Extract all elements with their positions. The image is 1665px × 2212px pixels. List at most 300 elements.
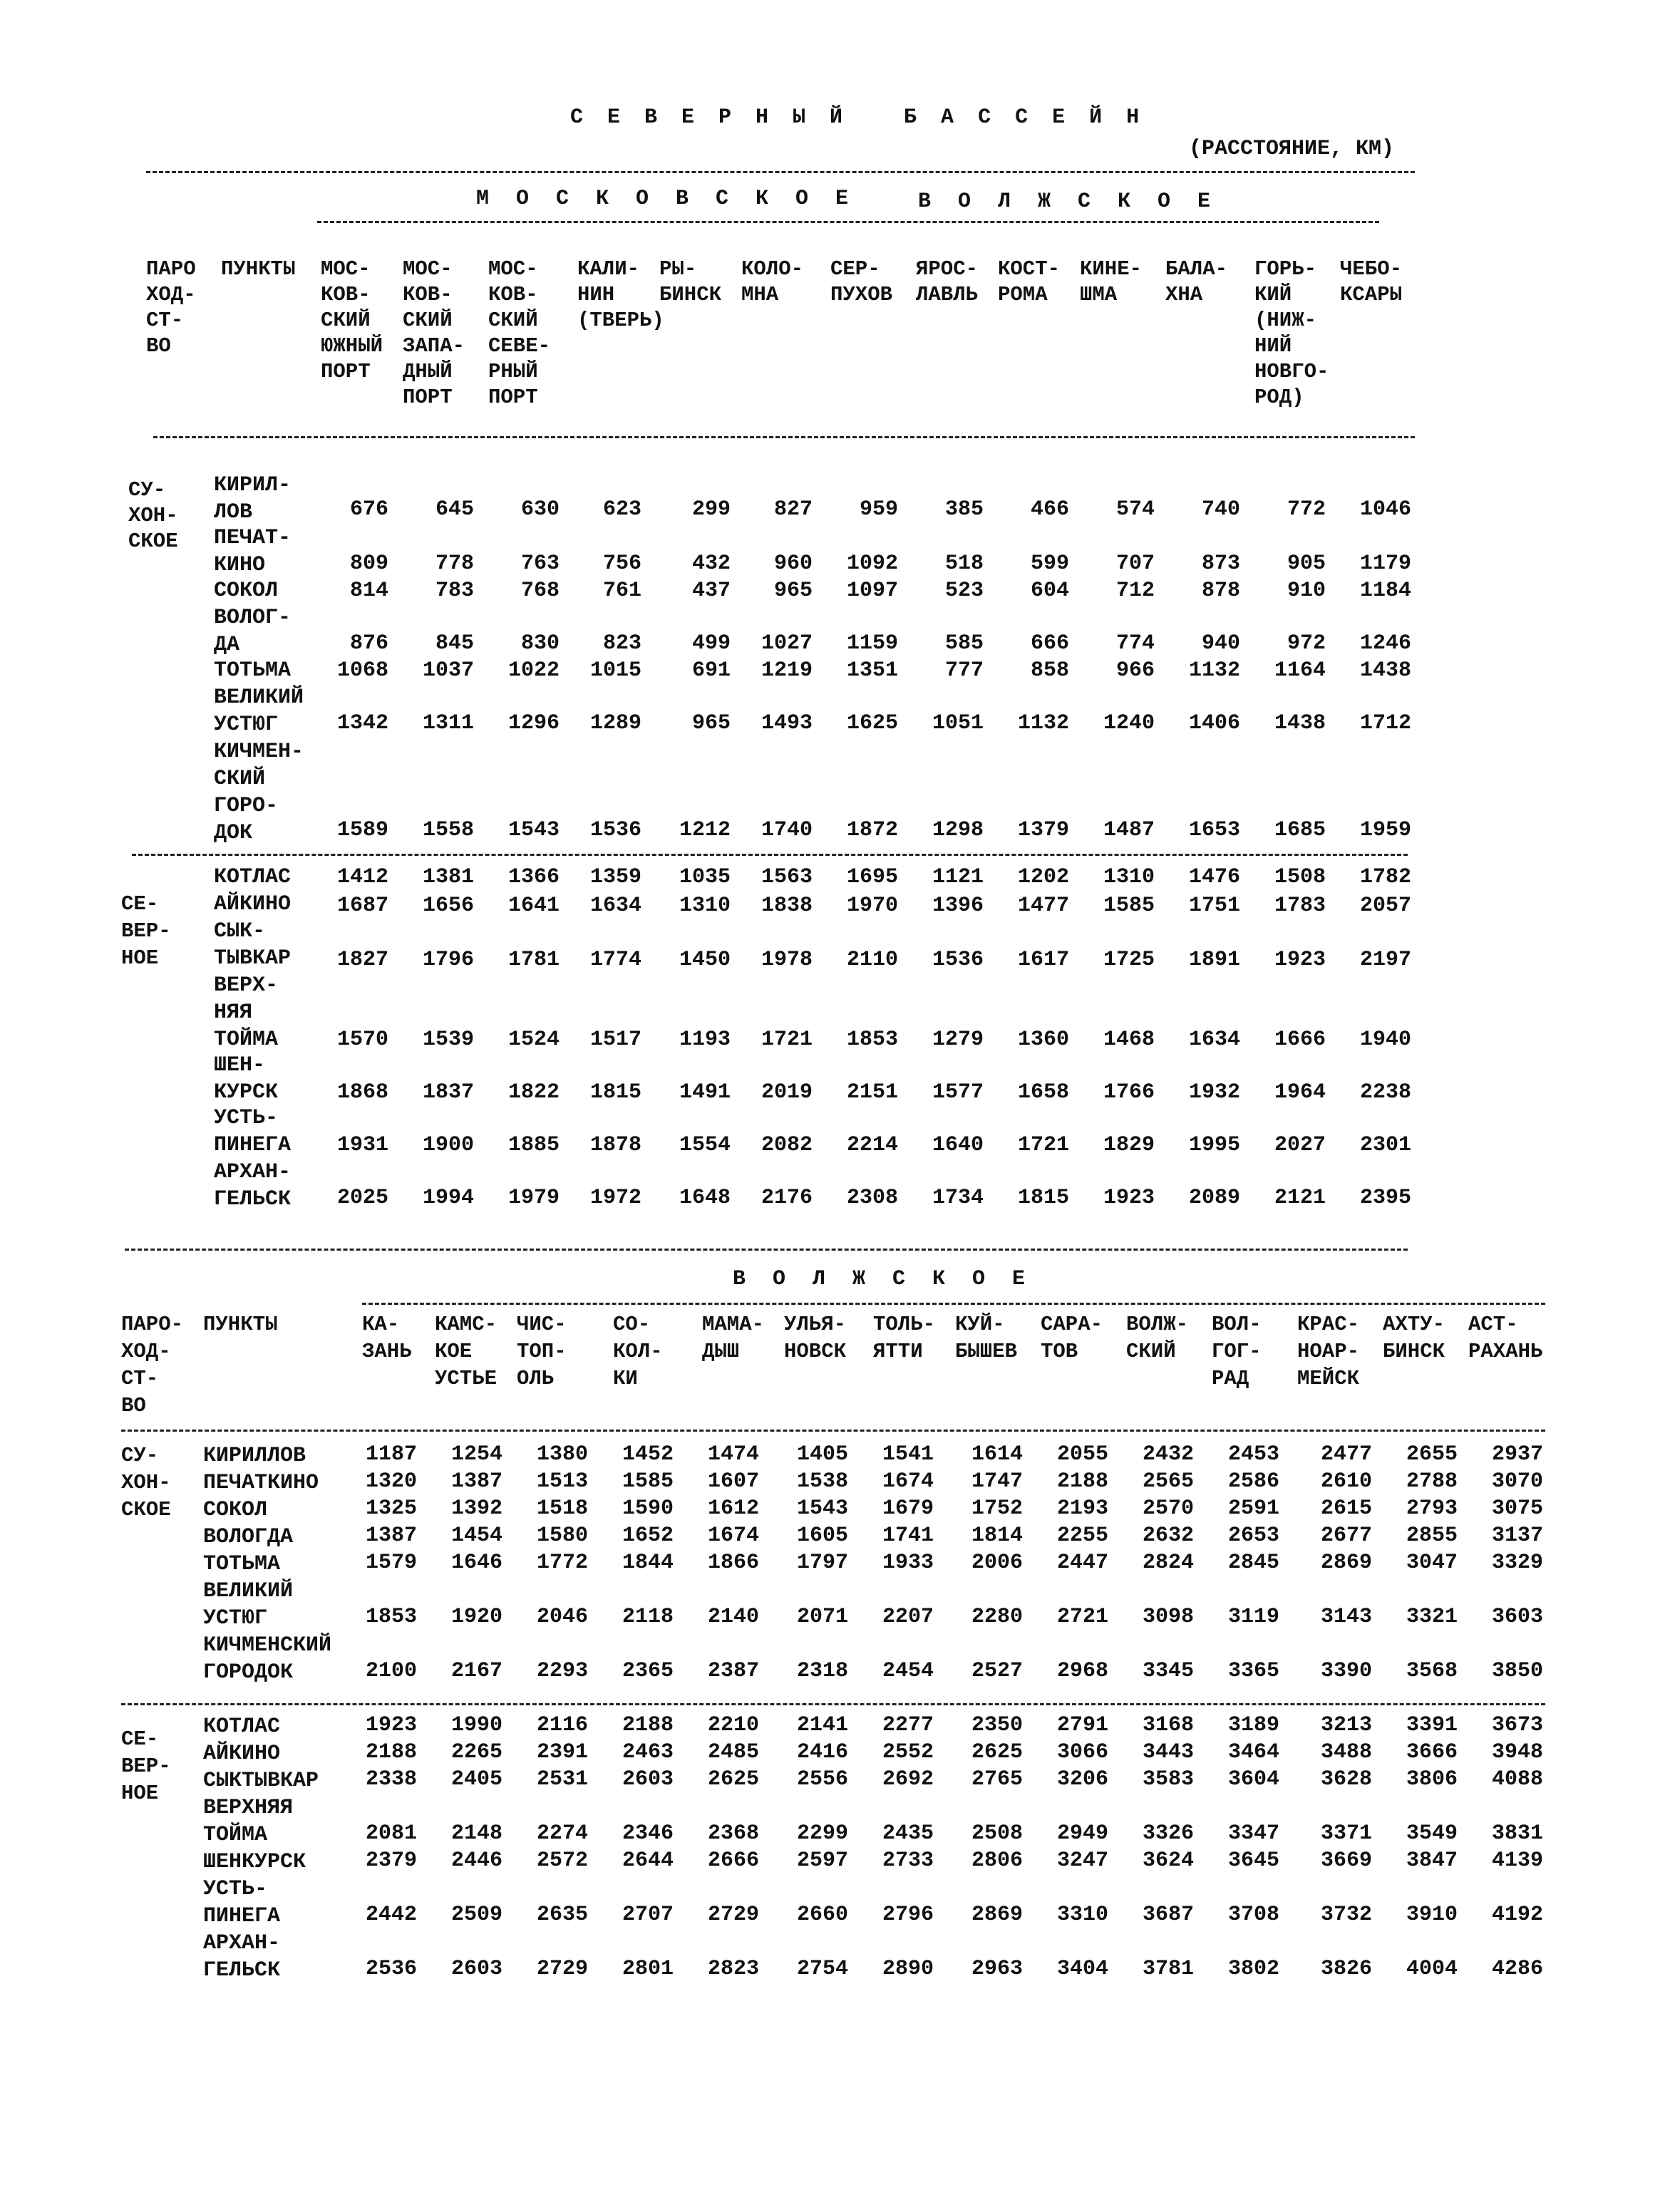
table2-value-cell: 2167 <box>450 1659 502 1683</box>
table1-value-cell: 1940 <box>1359 1028 1411 1052</box>
table1-value-cell: 1046 <box>1359 497 1411 522</box>
table1-value-cell: 1554 <box>679 1133 731 1157</box>
table2-header-cell: КАМС- КОЕ УСТЬЕ <box>435 1313 498 1390</box>
table2-value-cell: 3321 <box>1406 1605 1458 1629</box>
table2-value-cell: 2432 <box>1142 1442 1194 1467</box>
table1-row-point: ВОЛОГ- ДА <box>214 606 292 657</box>
table2-value-cell: 2210 <box>707 1713 759 1737</box>
table1-value-cell: 2027 <box>1274 1133 1326 1157</box>
table2-header-cell: МАМА- ДЫШ <box>702 1313 765 1363</box>
table2-row-point: ШЕНКУРСК <box>203 1850 306 1874</box>
table2-value-cell: 1585 <box>622 1469 674 1494</box>
table1-value-cell: 1978 <box>761 948 813 972</box>
table1-value-cell: 965 <box>773 579 813 603</box>
table1-header-cell: ПАРО ХОД- СТ- ВО <box>146 257 196 358</box>
table1-value-cell: 2308 <box>846 1186 898 1210</box>
table2-value-cell: 3070 <box>1491 1469 1543 1494</box>
table1-value-cell: 1634 <box>1188 1028 1240 1052</box>
table1-value-cell: 466 <box>1030 497 1069 522</box>
table2-value-cell: 2823 <box>707 1957 759 1981</box>
table1-header-cell: РЫ- БИНСК <box>659 257 722 306</box>
table1-value-cell: 1068 <box>336 658 388 683</box>
table1-value-cell: 1653 <box>1188 818 1240 842</box>
table2-value-cell: 2796 <box>882 1903 934 1927</box>
table1-value-cell: 1838 <box>761 894 813 918</box>
table2-value-cell: 3826 <box>1320 1957 1372 1981</box>
table1-header-cell: КОЛО- МНА <box>741 257 804 306</box>
table2-row-point: КОТЛАС <box>203 1715 281 1739</box>
table1-value-cell: 1740 <box>761 818 813 842</box>
table1-value-cell: 777 <box>944 658 984 683</box>
table1-group-rule <box>317 221 1379 223</box>
table2-value-cell: 3143 <box>1320 1605 1372 1629</box>
table1-value-cell: 858 <box>1030 658 1069 683</box>
table2-value-cell: 3329 <box>1491 1551 1543 1575</box>
table1-value-cell: 1641 <box>507 894 560 918</box>
table1-value-cell: 1885 <box>507 1133 560 1157</box>
table2-value-cell: 3391 <box>1406 1713 1458 1737</box>
table1-value-cell: 1878 <box>589 1133 641 1157</box>
table1-header-cell: КОСТ- РОМА <box>998 257 1061 306</box>
table2-value-cell: 3847 <box>1406 1849 1458 1873</box>
table1-value-cell: 1412 <box>336 865 388 889</box>
table1-header-cell: ЯРОС- ЛАВЛЬ <box>916 257 979 306</box>
table2-value-cell: 1452 <box>622 1442 674 1467</box>
table2-header-cell: ЧИС- ТОП- ОЛЬ <box>517 1313 567 1390</box>
table1-value-cell: 2151 <box>846 1080 898 1105</box>
table1-value-cell: 1296 <box>507 711 560 735</box>
table2-header-cell: КА- ЗАНЬ <box>362 1313 412 1363</box>
table2-value-cell: 3802 <box>1227 1957 1279 1981</box>
table1-value-cell: 940 <box>1201 631 1240 656</box>
table1-value-cell: 1202 <box>1017 865 1069 889</box>
table2-value-cell: 1454 <box>450 1524 502 1548</box>
table1-value-cell: 772 <box>1287 497 1326 522</box>
table2-company-label: СУ- ХОН- СКОЕ <box>121 1444 171 1521</box>
table1-value-cell: 523 <box>944 579 984 603</box>
table1-value-cell: 676 <box>349 497 388 522</box>
table2-row-point: ВЕРХНЯЯ ТОЙМА <box>203 1796 294 1847</box>
table1-value-cell: 1289 <box>589 711 641 735</box>
table2-value-cell: 3549 <box>1406 1821 1458 1846</box>
table1-header-cell: МОС- КОВ- СКИЙ ЗАПА- ДНЫЙ ПОРТ <box>403 257 465 409</box>
table1-value-cell: 1721 <box>1017 1133 1069 1157</box>
table2-value-cell: 1853 <box>365 1605 417 1629</box>
table2-value-cell: 4139 <box>1491 1849 1543 1873</box>
table2-value-cell: 1518 <box>536 1497 588 1521</box>
table1-value-cell: 1487 <box>1103 818 1155 842</box>
table1-value-cell: 1279 <box>932 1028 984 1052</box>
table1-value-cell: 783 <box>435 579 474 603</box>
table2-value-cell: 2754 <box>796 1957 848 1981</box>
table1-value-cell: 299 <box>691 497 731 522</box>
table1-value-cell: 1589 <box>336 818 388 842</box>
table2-value-cell: 2207 <box>882 1605 934 1629</box>
table2-value-cell: 2277 <box>882 1713 934 1737</box>
table1-value-cell: 1543 <box>507 818 560 842</box>
table2-value-cell: 3347 <box>1227 1821 1279 1846</box>
table1-value-cell: 1027 <box>761 631 813 656</box>
table1-value-cell: 437 <box>691 579 731 603</box>
table1-value-cell: 1781 <box>507 948 560 972</box>
table2-value-cell: 2140 <box>707 1605 759 1629</box>
table2-value-cell: 2416 <box>796 1740 848 1764</box>
table1-value-cell: 1342 <box>336 711 388 735</box>
table1-value-cell: 1695 <box>846 865 898 889</box>
table1-top-rule <box>146 171 1415 173</box>
table2-value-cell: 2071 <box>796 1605 848 1629</box>
table1-value-cell: 905 <box>1287 552 1326 576</box>
table2-header-cell: АСТ- РАХАНЬ <box>1468 1313 1543 1363</box>
table1-value-cell: 1766 <box>1103 1080 1155 1105</box>
table1-value-cell: 1536 <box>589 818 641 842</box>
table2-value-cell: 2188 <box>365 1740 417 1764</box>
table1-value-cell: 1379 <box>1017 818 1069 842</box>
table1-value-cell: 823 <box>602 631 641 656</box>
table1-value-cell: 1132 <box>1017 711 1069 735</box>
table2-value-cell: 2625 <box>971 1740 1023 1764</box>
table2-value-cell: 2509 <box>450 1903 502 1927</box>
table2-value-cell: 2824 <box>1142 1551 1194 1575</box>
table1-row-point: АРХАН- ГЕЛЬСК <box>214 1160 292 1211</box>
table1-value-cell: 1666 <box>1274 1028 1326 1052</box>
table2-value-cell: 1844 <box>622 1551 674 1575</box>
table1-value-cell: 1477 <box>1017 894 1069 918</box>
table1-value-cell: 1536 <box>932 948 984 972</box>
table1-value-cell: 1796 <box>422 948 474 972</box>
table1-value-cell: 1783 <box>1274 894 1326 918</box>
table2-value-cell: 4192 <box>1491 1903 1543 1927</box>
table2-value-cell: 2391 <box>536 1740 588 1764</box>
table2-value-cell: 1614 <box>971 1442 1023 1467</box>
table1-value-cell: 645 <box>435 497 474 522</box>
table1-header-cell: БАЛА- ХНА <box>1165 257 1228 306</box>
table1-value-cell: 2110 <box>846 948 898 972</box>
table1-value-cell: 499 <box>691 631 731 656</box>
table1-value-cell: 830 <box>520 631 560 656</box>
table2-value-cell: 1405 <box>796 1442 848 1467</box>
table2-value-cell: 3806 <box>1406 1767 1458 1792</box>
table1-value-cell: 1656 <box>422 894 474 918</box>
table1-value-cell: 960 <box>773 552 813 576</box>
table1-header-cell: КИНЕ- ШМА <box>1080 257 1143 306</box>
table2-header-cell: ПУНКТЫ <box>203 1313 278 1336</box>
table1-value-cell: 1891 <box>1188 948 1240 972</box>
table1-value-cell: 1240 <box>1103 711 1155 735</box>
table2-value-cell: 2485 <box>707 1740 759 1764</box>
table1-value-cell: 1751 <box>1188 894 1240 918</box>
table2-value-cell: 3390 <box>1320 1659 1372 1683</box>
table1-value-cell: 1179 <box>1359 552 1411 576</box>
table1-value-cell: 1493 <box>761 711 813 735</box>
table2-value-cell: 2603 <box>450 1957 502 1981</box>
table1-value-cell: 966 <box>1115 658 1155 683</box>
table1-value-cell: 1625 <box>846 711 898 735</box>
table2-value-cell: 3047 <box>1406 1551 1458 1575</box>
table2-value-cell: 3488 <box>1320 1740 1372 1764</box>
table1-value-cell: 1092 <box>846 552 898 576</box>
table1-value-cell: 2121 <box>1274 1186 1326 1210</box>
table2-value-cell: 1590 <box>622 1497 674 1521</box>
table1-value-cell: 1381 <box>422 865 474 889</box>
table1-value-cell: 761 <box>602 579 641 603</box>
table1-value-cell: 1687 <box>336 894 388 918</box>
table2-value-cell: 2368 <box>707 1821 759 1846</box>
table2-value-cell: 3666 <box>1406 1740 1458 1764</box>
table2-header-cell: ВОЛ- ГОГ- РАД <box>1212 1313 1262 1390</box>
table1-value-cell: 778 <box>435 552 474 576</box>
table1-company-label: СЕ- ВЕР- НОЕ <box>121 892 171 970</box>
table2-value-cell: 1752 <box>971 1497 1023 1521</box>
table2-header-cell: СО- КОЛ- КИ <box>613 1313 663 1390</box>
table2-value-cell: 2937 <box>1491 1442 1543 1467</box>
table2-value-cell: 1320 <box>365 1469 417 1494</box>
table2-value-cell: 2653 <box>1227 1524 1279 1548</box>
table1-header-rule <box>153 436 1415 438</box>
table2-value-cell: 2570 <box>1142 1497 1194 1521</box>
table1-value-cell: 2176 <box>761 1186 813 1210</box>
table1-value-cell: 432 <box>691 552 731 576</box>
table2-value-cell: 1674 <box>707 1524 759 1548</box>
table2-value-cell: 2193 <box>1056 1497 1108 1521</box>
table2-row-point: КИЧМЕНСКИЙ ГОРОДОК <box>203 1633 332 1685</box>
table2-value-cell: 2632 <box>1142 1524 1194 1548</box>
table1-value-cell: 2025 <box>336 1186 388 1210</box>
table1-value-cell: 1051 <box>932 711 984 735</box>
table2-header-cell: УЛЬЯ- НОВСК <box>784 1313 847 1363</box>
table2-group-rule <box>362 1303 1545 1305</box>
table1-value-cell: 1923 <box>1274 948 1326 972</box>
table2-value-cell: 2318 <box>796 1659 848 1683</box>
table2-value-cell: 2791 <box>1056 1713 1108 1737</box>
table1-value-cell: 1994 <box>422 1186 474 1210</box>
table1-value-cell: 2238 <box>1359 1080 1411 1105</box>
table2-value-cell: 3066 <box>1056 1740 1108 1764</box>
table2-value-cell: 3119 <box>1227 1605 1279 1629</box>
table1-row-point: КИРИЛ- ЛОВ <box>214 473 292 524</box>
table2-value-cell: 3583 <box>1142 1767 1194 1792</box>
table1-value-cell: 1563 <box>761 865 813 889</box>
table1-value-cell: 1438 <box>1359 658 1411 683</box>
table1-row-point: ВЕРХ- НЯЯ ТОЙМА <box>214 973 279 1052</box>
table2-value-cell: 2346 <box>622 1821 674 1846</box>
table1-value-cell: 878 <box>1201 579 1240 603</box>
table1-value-cell: 1132 <box>1188 658 1240 683</box>
table2-value-cell: 3213 <box>1320 1713 1372 1737</box>
table2-value-cell: 2949 <box>1056 1821 1108 1846</box>
table2-value-cell: 2586 <box>1227 1469 1279 1494</box>
table1-value-cell: 707 <box>1115 552 1155 576</box>
table2-value-cell: 2255 <box>1056 1524 1108 1548</box>
table1-value-cell: 1658 <box>1017 1080 1069 1105</box>
table1-value-cell: 768 <box>520 579 560 603</box>
table1-header-cell: ЧЕБО- КСАРЫ <box>1340 257 1403 306</box>
table2-row-point: КИРИЛЛОВ <box>203 1444 306 1468</box>
table2-value-cell: 1541 <box>882 1442 934 1467</box>
table2-value-cell: 3669 <box>1320 1849 1372 1873</box>
table1-value-cell: 1900 <box>422 1133 474 1157</box>
table2-value-cell: 1187 <box>365 1442 417 1467</box>
table2-value-cell: 2890 <box>882 1957 934 1981</box>
table1-value-cell: 1853 <box>846 1028 898 1052</box>
table2-row-point: УСТЬ- ПИНЕГА <box>203 1877 281 1928</box>
table2-value-cell: 3850 <box>1491 1659 1543 1683</box>
table1-value-cell: 1959 <box>1359 818 1411 842</box>
table2-value-cell: 2100 <box>365 1659 417 1683</box>
table1-value-cell: 1640 <box>932 1133 984 1157</box>
table2-value-cell: 4088 <box>1491 1767 1543 1792</box>
table1-value-cell: 1438 <box>1274 711 1326 735</box>
table1-row-point: УСТЬ- ПИНЕГА <box>214 1106 292 1157</box>
table1-value-cell: 1164 <box>1274 658 1326 683</box>
table2-row-point: ВОЛОГДА <box>203 1525 294 1549</box>
table2-value-cell: 2463 <box>622 1740 674 1764</box>
table1-value-cell: 1995 <box>1188 1133 1240 1157</box>
table2-value-cell: 2365 <box>622 1659 674 1683</box>
table2-value-cell: 2729 <box>536 1957 588 1981</box>
units-label: (РАССТОЯНИЕ, КМ) <box>1189 137 1395 161</box>
table2-value-cell: 1814 <box>971 1524 1023 1548</box>
table1-value-cell: 518 <box>944 552 984 576</box>
table1-header-cell: ГОРЬ- КИЙ (НИЖ- НИЙ НОВГО- РОД) <box>1254 257 1329 409</box>
table2-value-cell: 2148 <box>450 1821 502 1846</box>
table2-row-point: ВЕЛИКИЙ УСТЮГ <box>203 1579 294 1630</box>
table1-row-point: ПЕЧАТ- КИНО <box>214 526 292 577</box>
table1-value-cell: 1310 <box>679 894 731 918</box>
table1-value-cell: 756 <box>602 552 641 576</box>
table2-value-cell: 3687 <box>1142 1903 1194 1927</box>
table2-value-cell: 3371 <box>1320 1821 1372 1846</box>
table1-value-cell: 763 <box>520 552 560 576</box>
table1-header-cell: СЕР- ПУХОВ <box>830 257 893 306</box>
table2-value-cell: 1646 <box>450 1551 502 1575</box>
table1-value-cell: 1524 <box>507 1028 560 1052</box>
table1-value-cell: 1725 <box>1103 948 1155 972</box>
table2-value-cell: 3464 <box>1227 1740 1279 1764</box>
table1-value-cell: 1829 <box>1103 1133 1155 1157</box>
table2-row-point: СЫКТЫВКАР <box>203 1769 319 1793</box>
table1-value-cell: 385 <box>944 497 984 522</box>
table1-company-label: СУ- ХОН- СКОЕ <box>128 478 178 553</box>
table2-value-cell: 2655 <box>1406 1442 1458 1467</box>
table1-value-cell: 1351 <box>846 658 898 683</box>
table2-value-cell: 1325 <box>365 1497 417 1521</box>
table1-value-cell: 599 <box>1030 552 1069 576</box>
table1-value-cell: 1311 <box>422 711 474 735</box>
table1-value-cell: 1360 <box>1017 1028 1069 1052</box>
table2-value-cell: 2536 <box>365 1957 417 1981</box>
table2-row-point: АЙКИНО <box>203 1742 281 1766</box>
table2-value-cell: 3168 <box>1142 1713 1194 1737</box>
table2-value-cell: 2477 <box>1320 1442 1372 1467</box>
table2-value-cell: 2666 <box>707 1849 759 1873</box>
table1-value-cell: 827 <box>773 497 813 522</box>
table1-value-cell: 1822 <box>507 1080 560 1105</box>
table1-header-cell: КАЛИ- НИН (ТВЕРЬ) <box>577 257 664 332</box>
table2-value-cell: 3345 <box>1142 1659 1194 1683</box>
table2-value-cell: 1474 <box>707 1442 759 1467</box>
table2-value-cell: 1538 <box>796 1469 848 1494</box>
table2-value-cell: 3568 <box>1406 1659 1458 1683</box>
table2-value-cell: 3443 <box>1142 1740 1194 1764</box>
table2-value-cell: 3603 <box>1491 1605 1543 1629</box>
table2-header-cell: САРА- ТОВ <box>1041 1313 1103 1363</box>
table2-value-cell: 1380 <box>536 1442 588 1467</box>
table2-value-cell: 1866 <box>707 1551 759 1575</box>
table1-value-cell: 1517 <box>589 1028 641 1052</box>
table2-value-cell: 1254 <box>450 1442 502 1467</box>
table2-value-cell: 2447 <box>1056 1551 1108 1575</box>
table2-value-cell: 2635 <box>536 1903 588 1927</box>
table2-company-label: СЕ- ВЕР- НОЕ <box>121 1727 171 1805</box>
table2-value-cell: 3732 <box>1320 1903 1372 1927</box>
table2-value-cell: 2046 <box>536 1605 588 1629</box>
table1-value-cell: 2197 <box>1359 948 1411 972</box>
table1-value-cell: 1979 <box>507 1186 560 1210</box>
table1-value-cell: 774 <box>1115 631 1155 656</box>
table2-value-cell: 2350 <box>971 1713 1023 1737</box>
table1-value-cell: 1212 <box>679 818 731 842</box>
table2-header-rule <box>121 1430 1545 1432</box>
table1-value-cell: 1970 <box>846 894 898 918</box>
table1-value-cell: 1539 <box>422 1028 474 1052</box>
table2-value-cell: 2379 <box>365 1849 417 1873</box>
table2-value-cell: 1387 <box>450 1469 502 1494</box>
table2-group-volga: В О Л Ж С К О Е <box>733 1267 1033 1291</box>
table2-header-cell: КРАС- НОАР- МЕЙСК <box>1297 1313 1360 1390</box>
table2-row-point: СОКОЛ <box>203 1498 268 1522</box>
table2-value-cell: 2765 <box>971 1767 1023 1792</box>
table1-row-point: КИЧМЕН- СКИЙ ГОРО- ДОК <box>214 740 304 845</box>
table2-value-cell: 2625 <box>707 1767 759 1792</box>
table1-row-point: СЫК- ТЫВКАР <box>214 919 292 971</box>
table1-value-cell: 1932 <box>1188 1080 1240 1105</box>
table2-value-cell: 2442 <box>365 1903 417 1927</box>
table2-value-cell: 2299 <box>796 1821 848 1846</box>
table1-value-cell: 1570 <box>336 1028 388 1052</box>
table1-value-cell: 1366 <box>507 865 560 889</box>
table1-value-cell: 1617 <box>1017 948 1069 972</box>
table2-value-cell: 2454 <box>882 1659 934 1683</box>
table1-header-cell: ПУНКТЫ <box>221 257 296 281</box>
table1-value-cell: 2057 <box>1359 894 1411 918</box>
table1-value-cell: 1015 <box>589 658 641 683</box>
table1-value-cell: 1872 <box>846 818 898 842</box>
table2-value-cell: 4004 <box>1406 1957 1458 1981</box>
table1-value-cell: 1476 <box>1188 865 1240 889</box>
table1-value-cell: 1837 <box>422 1080 474 1105</box>
table2-value-cell: 2531 <box>536 1767 588 1792</box>
table2-value-cell: 1920 <box>450 1605 502 1629</box>
table1-value-cell: 2395 <box>1359 1186 1411 1210</box>
table1-value-cell: 959 <box>859 497 898 522</box>
table1-value-cell: 1184 <box>1359 579 1411 603</box>
table1-value-cell: 2019 <box>761 1080 813 1105</box>
table1-value-cell: 2214 <box>846 1133 898 1157</box>
table2-value-cell: 2806 <box>971 1849 1023 1873</box>
table2-value-cell: 2006 <box>971 1551 1023 1575</box>
table2-value-cell: 2591 <box>1227 1497 1279 1521</box>
table1-value-cell: 2082 <box>761 1133 813 1157</box>
table2-value-cell: 2453 <box>1227 1442 1279 1467</box>
table1-value-cell: 1219 <box>761 658 813 683</box>
table1-value-cell: 845 <box>435 631 474 656</box>
table1-value-cell: 1923 <box>1103 1186 1155 1210</box>
table1-group-volga: В О Л Ж С К О Е <box>918 190 1218 214</box>
table2-row-point: АРХАН- ГЕЛЬСК <box>203 1931 281 1983</box>
table2-value-cell: 1607 <box>707 1469 759 1494</box>
table2-value-cell: 2055 <box>1056 1442 1108 1467</box>
